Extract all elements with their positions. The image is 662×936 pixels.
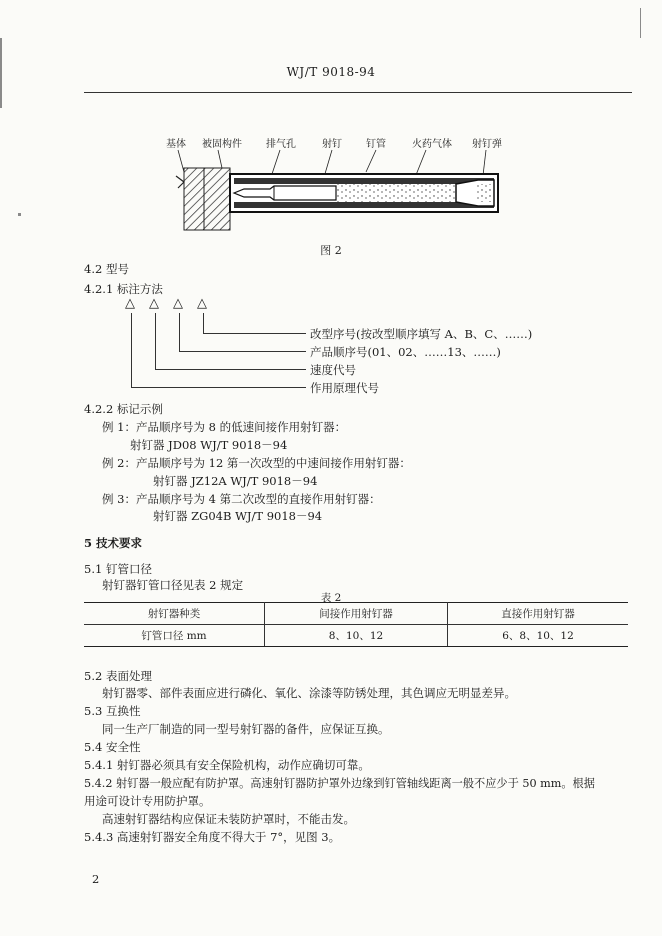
section-5-4-2-line-1: 5.4.2 射钉器一般应配有防护罩。高速射钉器防护罩外边缘到钉管轴线距离一般不应少于 50 mm。根据 <box>84 777 595 790</box>
table-row <box>84 625 628 647</box>
legend-speed: 速度代号 <box>310 363 356 377</box>
section-4-2-heading: 4.2 型号 <box>84 262 129 276</box>
label-cartridge: 射钉弹 <box>472 139 502 150</box>
example-1-mark: 射钉器 JD08 WJ/T 9018－94 <box>130 438 288 452</box>
section-5-1-text: 射钉器钉管口径见表 2 规定 <box>102 578 244 592</box>
table-cell: 8、10、12 <box>265 625 448 647</box>
section-5-4-1: 5.4.1 射钉器必须具有安全保险机构，动作应确切可靠。 <box>84 758 370 772</box>
fastening-tool-diagram <box>160 128 530 238</box>
section-5-2-text: 射钉器零、部件表面应进行磷化、氧化、涂漆等防锈处理，其色调应无明显差异。 <box>102 686 516 700</box>
triangle-2: △ <box>149 296 159 311</box>
figure-labels <box>166 137 502 150</box>
label-barrel: 钉管 <box>366 139 386 150</box>
label-fastened-part: 被固构件 <box>202 139 242 150</box>
table-header-cell: 直接作用射钉器 <box>448 603 629 625</box>
table-header-row <box>84 603 628 625</box>
label-vent-hole: 排气孔 <box>266 139 296 150</box>
section-5-3-heading: 5.3 互换性 <box>84 704 141 718</box>
triangle-4: △ <box>197 296 207 311</box>
section-4-2-2-heading: 4.2.2 标记示例 <box>84 402 163 416</box>
example-3-desc: 例 3：产品顺序号为 4 第二次改型的直接作用射钉器： <box>102 492 381 506</box>
legend-sequence: 产品顺序号(01、02、……13、……) <box>310 345 501 359</box>
example-2-mark: 射钉器 JZ12A WJ/T 9018－94 <box>153 474 318 488</box>
example-2-desc: 例 2：产品顺序号为 12 第一次改型的中速间接作用射钉器： <box>102 456 411 470</box>
figure-caption: 图 2 <box>320 244 342 257</box>
table-2 <box>84 602 628 647</box>
label-powder-gas: 火药气体 <box>412 139 452 150</box>
table-cell: 6、8、10、12 <box>448 625 629 647</box>
figure-2 <box>160 128 530 238</box>
section-5-4-2-line-3: 高速射钉器结构应保证未装防护罩时，不能击发。 <box>102 812 355 826</box>
bracket-line-1 <box>131 313 306 388</box>
label-nail: 射钉 <box>322 139 342 150</box>
example-1-desc: 例 1：产品顺序号为 8 的低速间接作用射钉器： <box>102 420 347 434</box>
section-5-4-heading: 5.4 安全性 <box>84 740 141 754</box>
cartridge <box>456 180 494 206</box>
table-title: 表 2 <box>320 592 342 604</box>
header-rule <box>84 92 632 93</box>
section-4-2-1-heading: 4.2.1 标注方法 <box>84 282 163 296</box>
section-5-4-3: 5.4.3 高速射钉器安全角度不得大于 7°，见图 3。 <box>84 830 341 844</box>
table-header-cell: 间接作用射钉器 <box>265 603 448 625</box>
section-5-2-heading: 5.2 表面处理 <box>84 669 152 683</box>
page-number: 2 <box>92 872 100 886</box>
legend-modification: 改型序号(按改型顺序填写 A、B、C、……) <box>310 327 533 341</box>
triangle-1: △ <box>125 296 135 311</box>
example-3-mark: 射钉器 ZG04B WJ/T 9018－94 <box>153 509 323 523</box>
section-5-3-text: 同一生产厂制造的同一型号射钉器的备件，应保证互换。 <box>102 722 390 736</box>
legend-principle: 作用原理代号 <box>310 381 379 395</box>
scan-mark <box>18 213 21 216</box>
triangle-3: △ <box>173 296 183 311</box>
document-code: WJ/T 9018-94 <box>286 65 376 79</box>
scan-mark <box>640 8 641 38</box>
section-5-heading: 5 技术要求 <box>84 536 143 550</box>
table-header-cell: 射钉器种类 <box>84 603 265 625</box>
fastened-part <box>204 168 230 230</box>
section-5-1-heading: 5.1 钉管口径 <box>84 562 152 576</box>
base-material <box>176 168 204 230</box>
label-base-material: 基体 <box>166 139 186 150</box>
table-row-label: 钉管口径 mm <box>84 625 265 647</box>
section-5-4-2-line-2: 用途可设计专用防护罩。 <box>84 794 211 808</box>
